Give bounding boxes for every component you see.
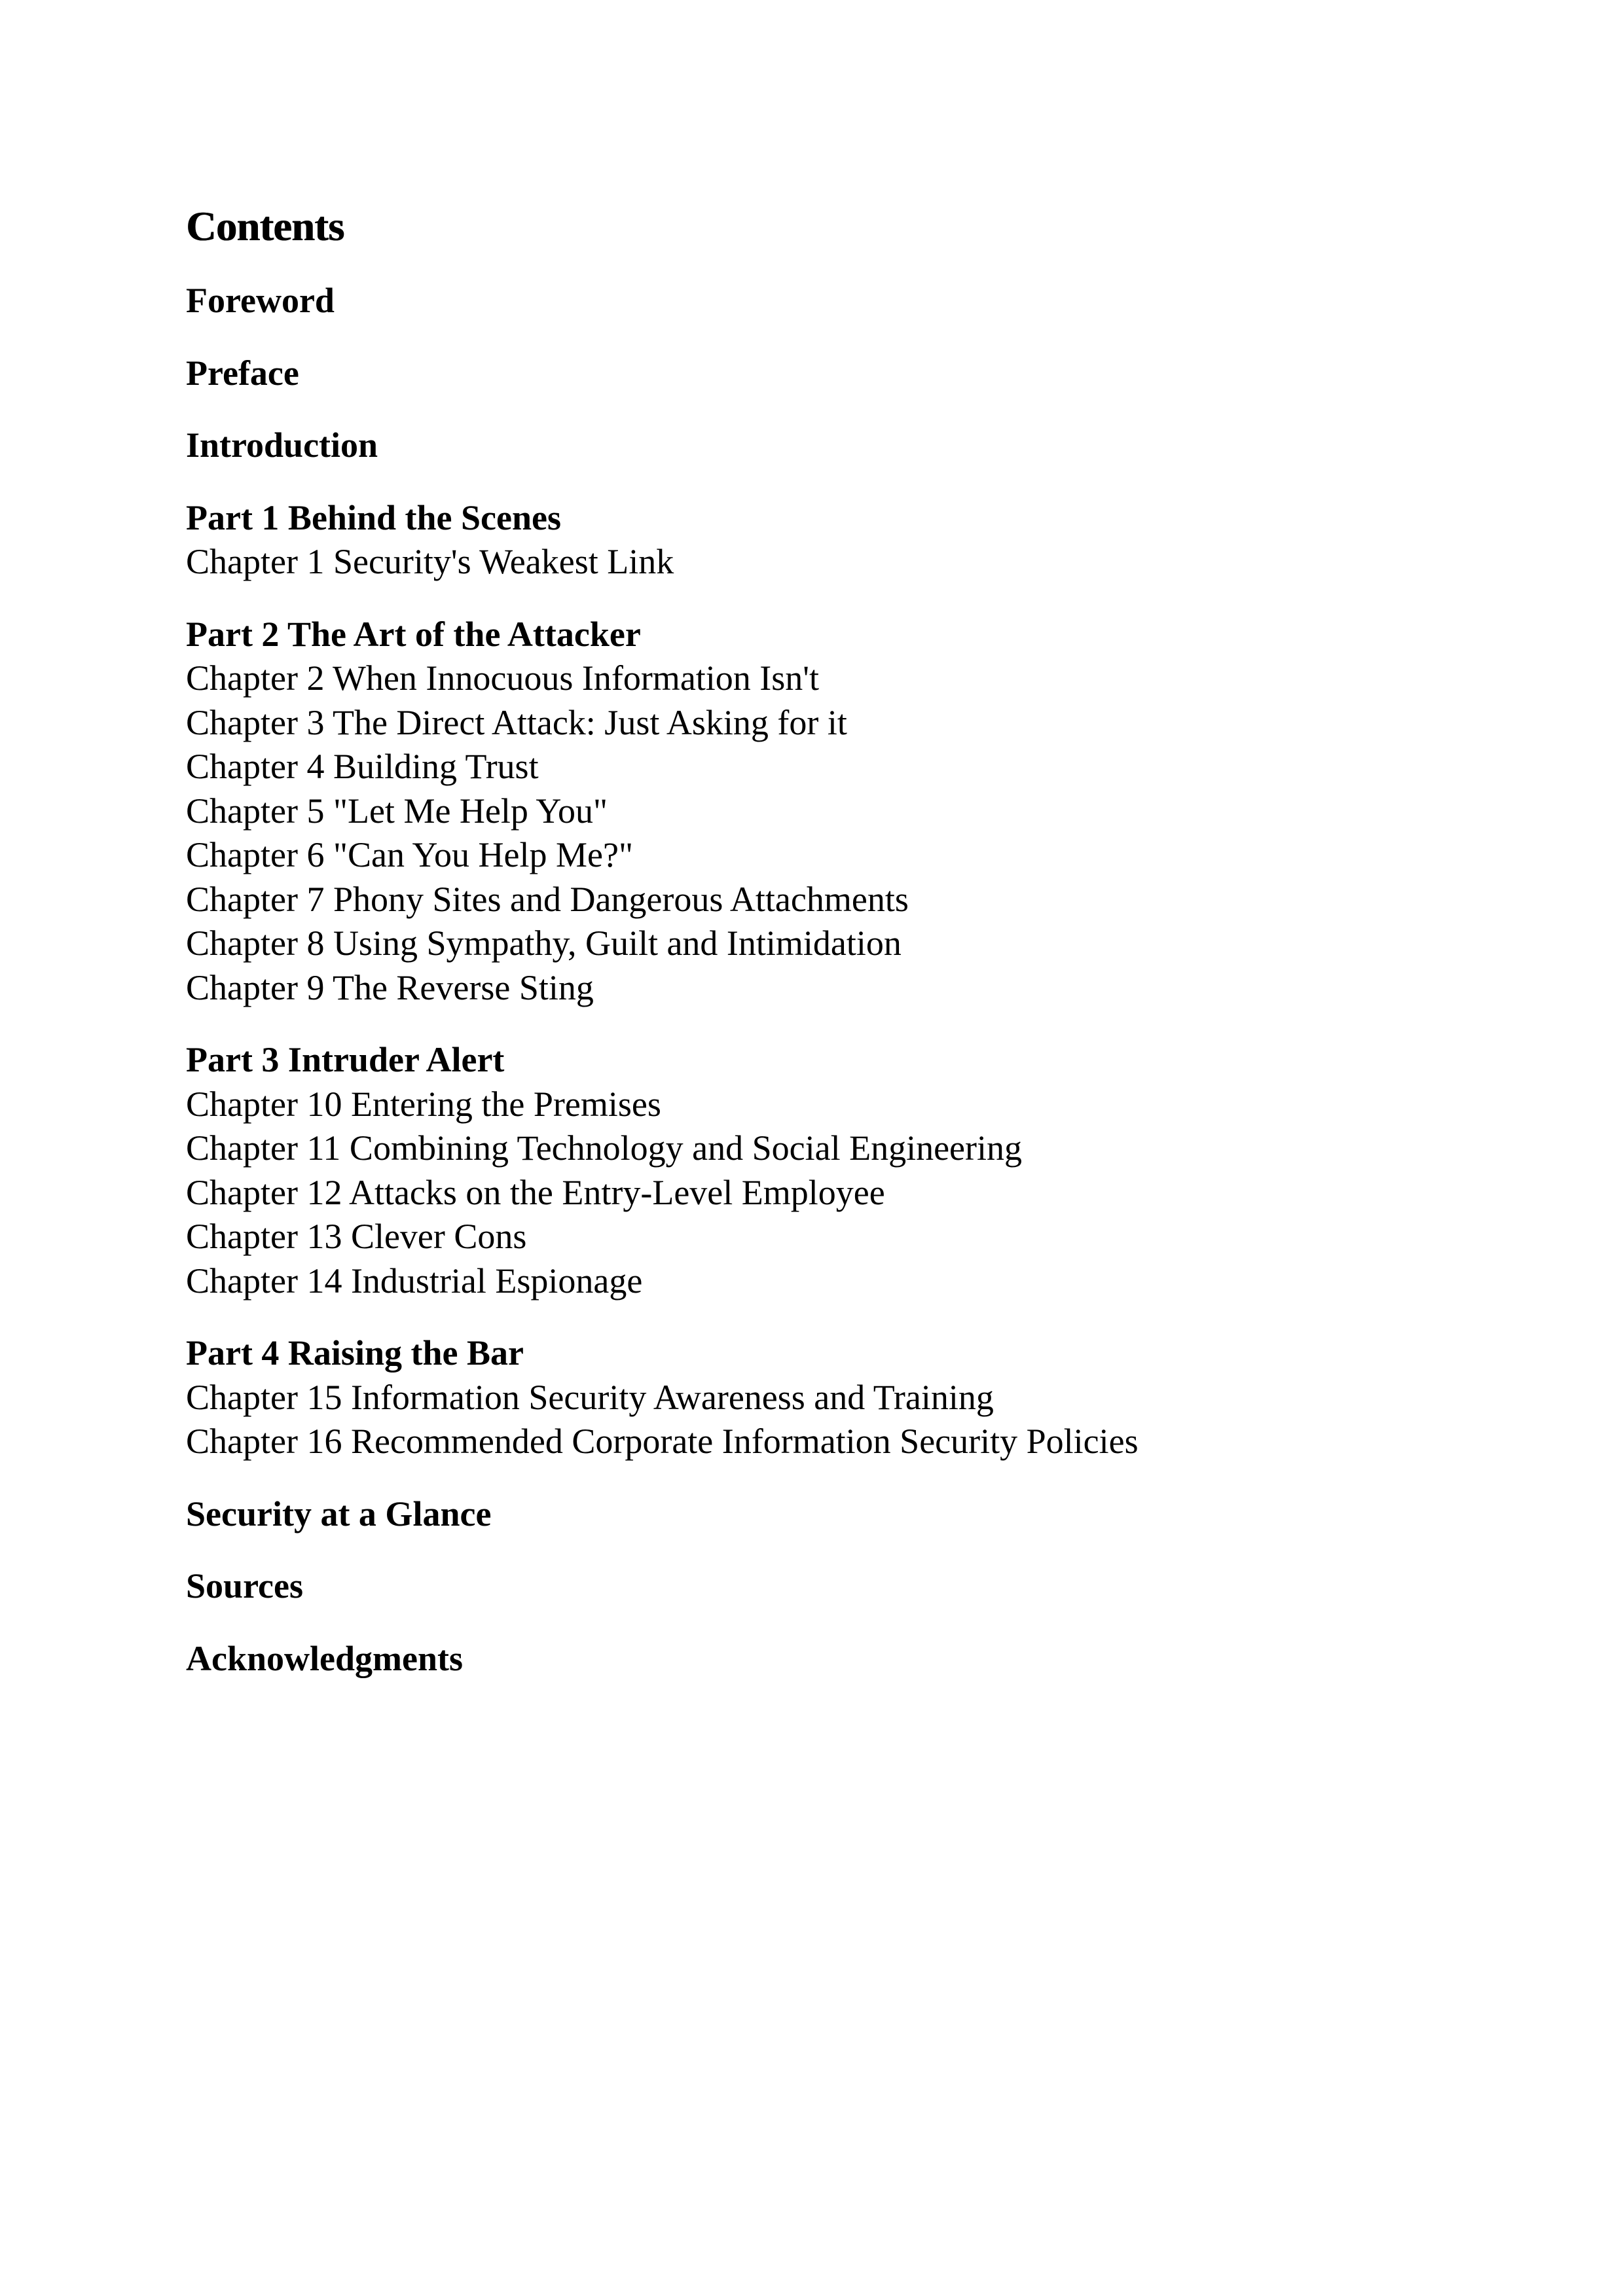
toc-section-introduction xyxy=(186,423,1495,468)
chapter-item[interactable]: Chapter 4 Building Trust xyxy=(186,747,539,786)
toc-section-part-4 xyxy=(186,1331,1495,1464)
chapter-item[interactable]: Chapter 15 Information Security Awareness and Training xyxy=(186,1377,994,1417)
chapter-item[interactable]: Chapter 11 Combining Technology and Social Engineering xyxy=(186,1128,1022,1168)
toc-section-part-2 xyxy=(186,613,1495,1011)
chapter-item[interactable]: Chapter 16 Recommended Corporate Information Security Policies xyxy=(186,1422,1139,1461)
toc-section-part-1 xyxy=(186,496,1495,584)
page-title: Contents xyxy=(186,203,344,249)
chapter-item[interactable]: Chapter 14 Industrial Espionage xyxy=(186,1261,643,1300)
section-heading[interactable]: Sources xyxy=(186,1566,304,1605)
table-of-contents xyxy=(186,196,1495,1681)
toc-section-preface xyxy=(186,351,1495,396)
toc-section-security-at-a-glance xyxy=(186,1492,1495,1537)
part-heading[interactable]: Part 3 Intruder Alert xyxy=(186,1040,505,1079)
chapter-item[interactable]: Chapter 7 Phony Sites and Dangerous Attachments xyxy=(186,879,909,919)
section-heading[interactable]: Introduction xyxy=(186,425,378,465)
chapter-item[interactable]: Chapter 10 Entering the Premises xyxy=(186,1084,661,1124)
toc-section-foreword xyxy=(186,279,1495,323)
section-heading[interactable]: Foreword xyxy=(186,281,335,320)
chapter-item[interactable]: Chapter 8 Using Sympathy, Guilt and Intimidation xyxy=(186,924,902,963)
part-heading[interactable]: Part 4 Raising the Bar xyxy=(186,1333,524,1372)
part-heading[interactable]: Part 2 The Art of the Attacker xyxy=(186,614,641,654)
toc-section-sources xyxy=(186,1564,1495,1609)
toc-section-acknowledgments xyxy=(186,1637,1495,1681)
chapter-item[interactable]: Chapter 1 Security's Weakest Link xyxy=(186,542,674,581)
section-heading[interactable]: Preface xyxy=(186,353,299,393)
chapter-item[interactable]: Chapter 13 Clever Cons xyxy=(186,1217,527,1256)
chapter-item[interactable]: Chapter 3 The Direct Attack: Just Asking for it xyxy=(186,702,847,742)
chapter-item[interactable]: Chapter 2 When Innocuous Information Isn't xyxy=(186,658,820,698)
toc-section-part-3 xyxy=(186,1038,1495,1303)
section-heading[interactable]: Security at a Glance xyxy=(186,1494,492,1534)
chapter-item[interactable]: Chapter 6 "Can You Help Me?" xyxy=(186,835,634,874)
chapter-item[interactable]: Chapter 9 The Reverse Sting xyxy=(186,967,594,1007)
part-heading[interactable]: Part 1 Behind the Scenes xyxy=(186,497,561,537)
chapter-item[interactable]: Chapter 5 "Let Me Help You" xyxy=(186,791,608,831)
section-heading[interactable]: Acknowledgments xyxy=(186,1638,464,1678)
chapter-item[interactable]: Chapter 12 Attacks on the Entry-Level Employee xyxy=(186,1172,885,1212)
